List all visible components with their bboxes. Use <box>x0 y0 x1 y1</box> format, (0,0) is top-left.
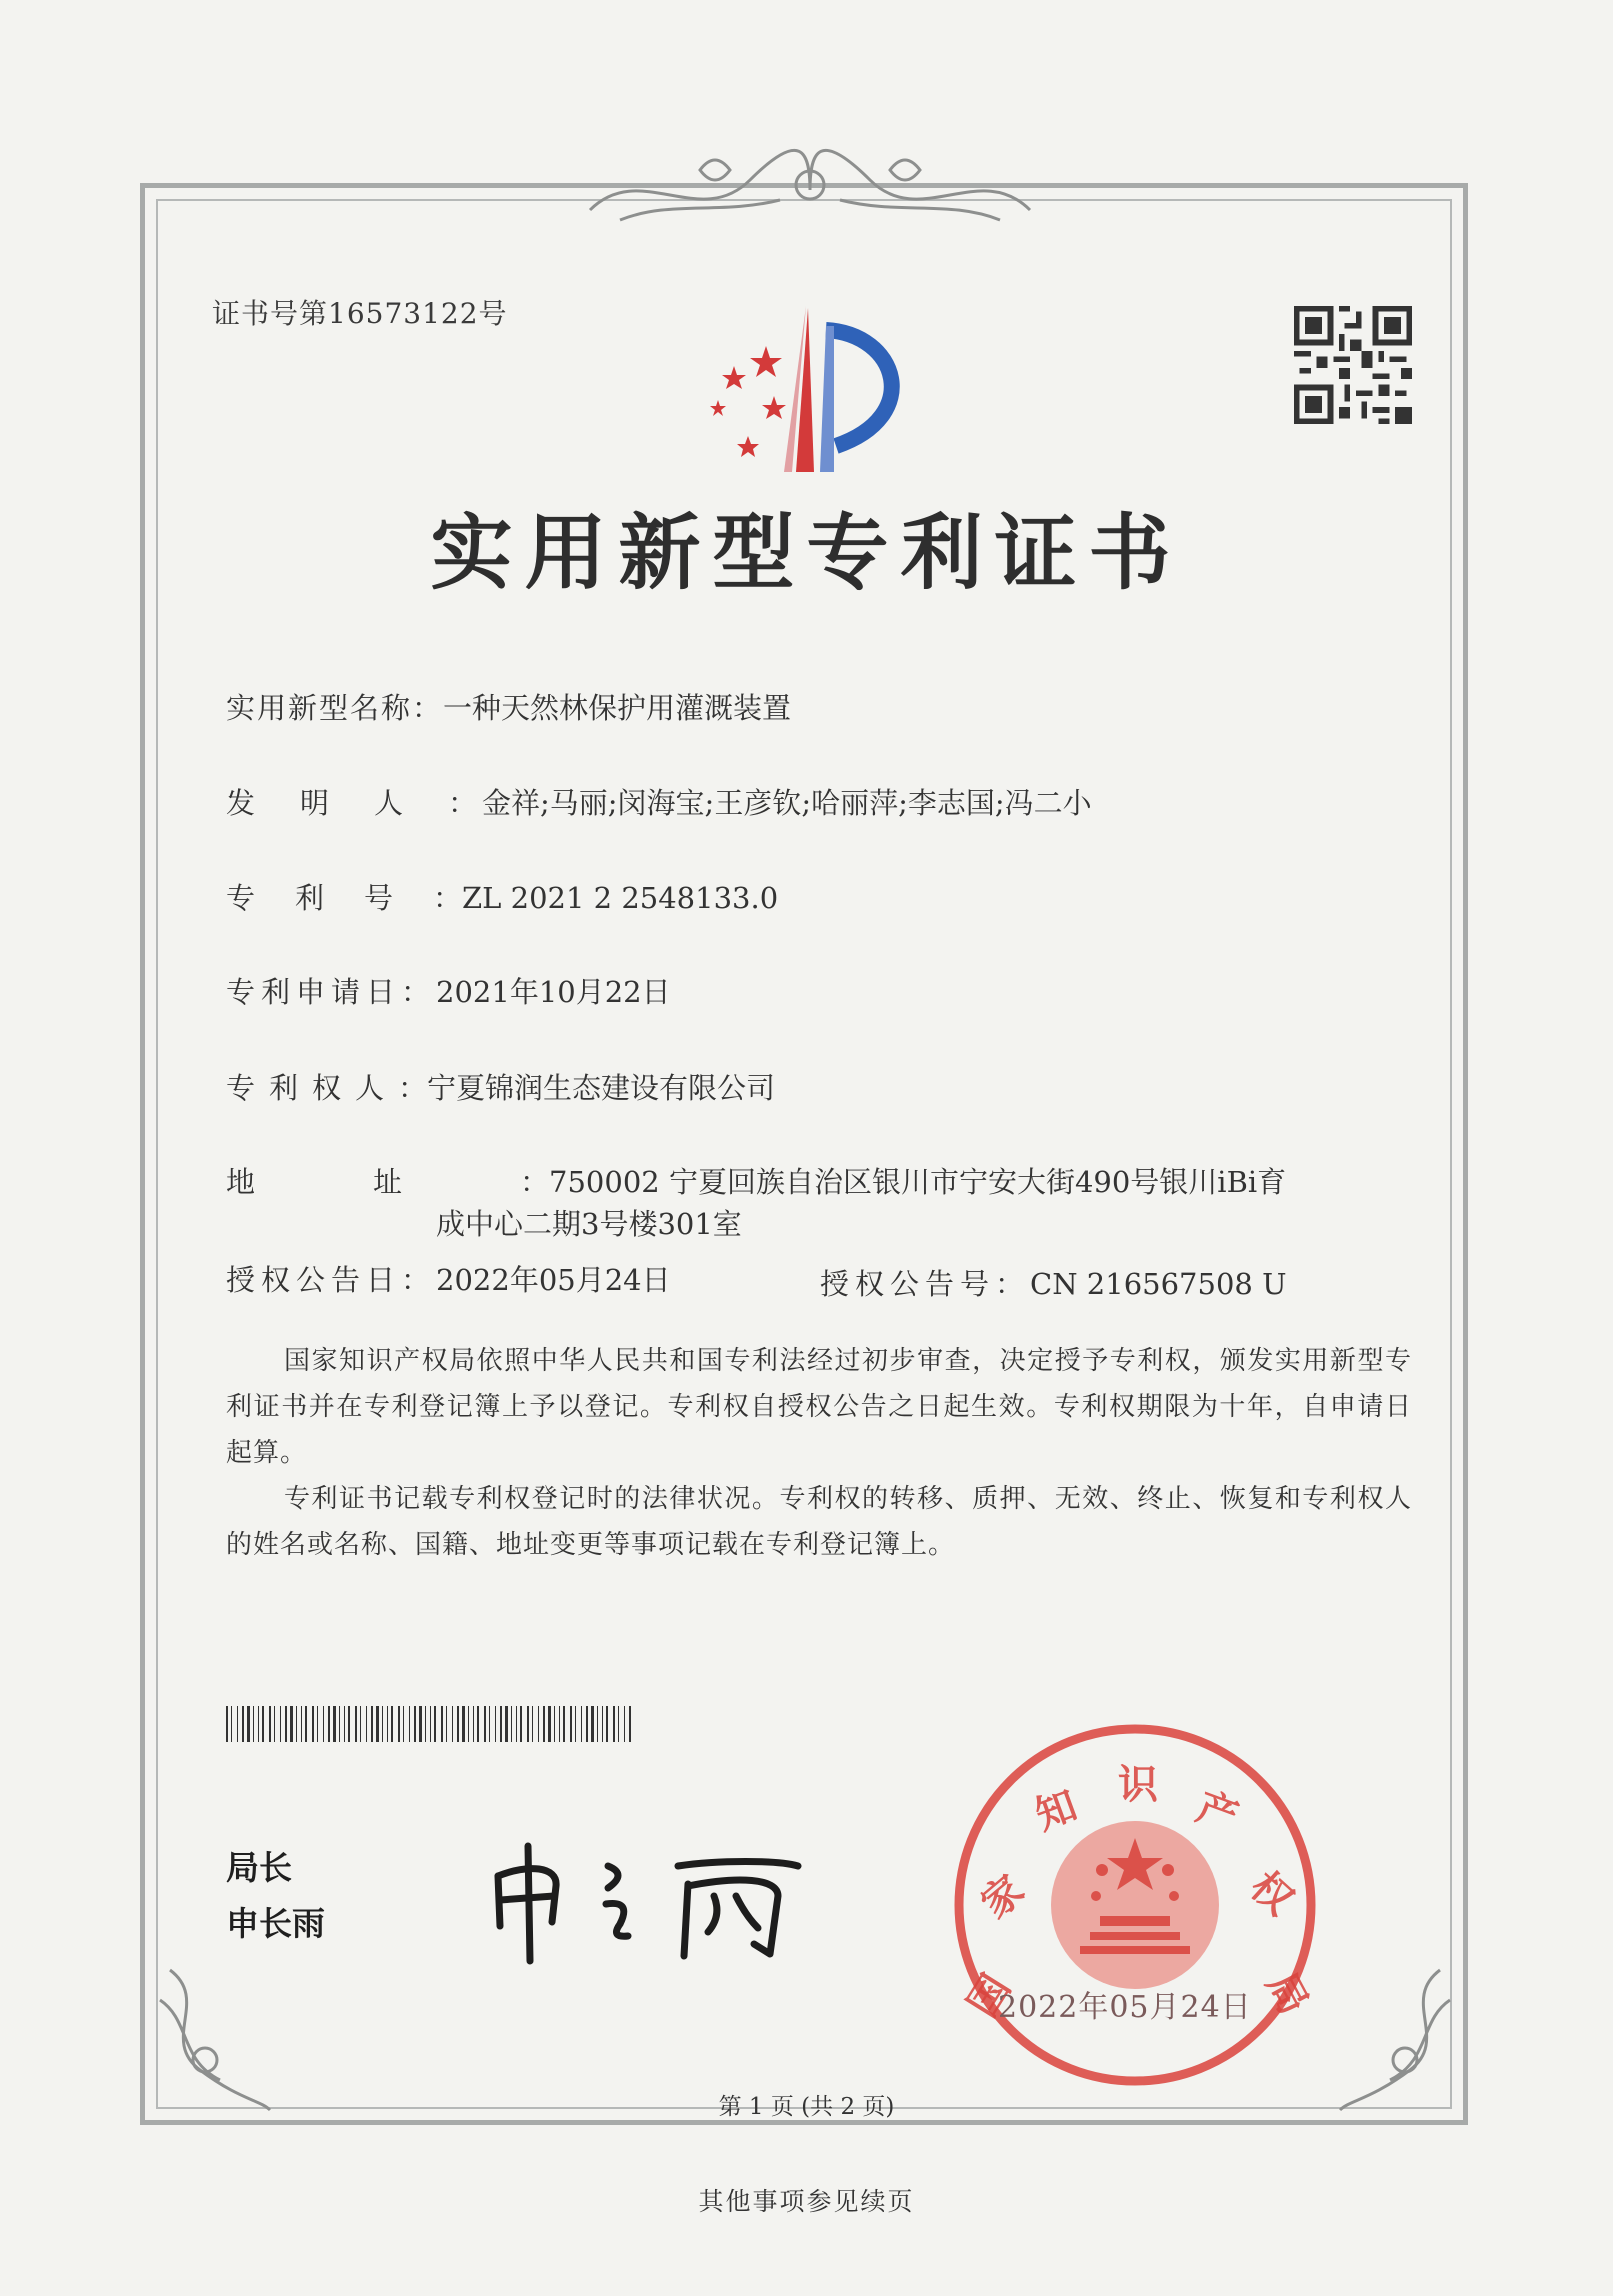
field-grant-date <box>226 1258 671 1302</box>
director-block <box>226 1840 325 1952</box>
top-ornament-icon <box>580 140 1040 235</box>
barcode-icon <box>226 1706 636 1742</box>
field-label: 地址： <box>226 1165 668 1199</box>
field-label: 授权公告号： <box>820 1267 1031 1301</box>
field-value: 金祥;马丽;闵海宝;王彦钦;哈丽萍;李志国;冯二小 <box>482 786 1092 820</box>
field-value: CN 216567508 U <box>1030 1267 1287 1301</box>
field-value: ZL 2021 2 2548133.0 <box>462 881 779 915</box>
field-label: 专利号： <box>226 881 503 915</box>
director-title: 局长 <box>226 1848 292 1887</box>
field-label: 专利申请日： <box>226 975 437 1009</box>
field-label: 授权公告日： <box>226 1263 437 1297</box>
field-filing-date <box>226 970 671 1014</box>
svg-text:权: 权 <box>1241 1863 1302 1925</box>
director-name: 申长雨 <box>226 1904 325 1943</box>
field-value: 750002 宁夏回族自治区银川市宁安大街490号银川iBi育 <box>549 1165 1287 1199</box>
field-inventors <box>226 781 1092 825</box>
field-address <box>226 1160 1286 1204</box>
certificate-title: 实用新型专利证书 <box>430 506 1183 601</box>
field-value: 宁夏锦润生态建设有限公司 <box>427 1071 776 1105</box>
address-line-2: 成中心二期3号楼301室 <box>436 1207 742 1241</box>
page-number: 第 1 页 (共 2 页) <box>718 2094 895 2120</box>
director-signature-icon <box>478 1826 818 1966</box>
field-utility-model-name <box>226 686 791 730</box>
seal-date: 2022年05月24日 <box>998 1990 1252 2025</box>
paragraph-grant-statement: 国家知识产权局依照中华人民共和国专利法经过初步审查，决定授予专利权，颁发实用新型专利证书并在专利登记簿上予以登记。专利权自授权公告之日起生效。专利权期限为十年，自申请日起算。 <box>226 1346 1412 1468</box>
paragraph-legal-status: 专利证书记载专利权登记时的法律状况。专利权的转移、质押、无效、终止、恢复和专利权人的姓名或名称、国籍、地址变更等事项记载在专利登记簿上。 <box>226 1484 1412 1560</box>
field-label: 实用新型名称： <box>226 691 444 725</box>
svg-text:知: 知 <box>1029 1782 1084 1840</box>
certificate-number: 证书号第16573122号 <box>212 297 508 330</box>
svg-text:识: 识 <box>1118 1762 1158 1808</box>
svg-text:局: 局 <box>1257 1965 1317 2023</box>
svg-text:国: 国 <box>959 1967 1020 2026</box>
field-value: 2022年05月24日 <box>436 1263 671 1297</box>
field-label: 发明人： <box>226 786 523 820</box>
svg-text:产: 产 <box>1190 1784 1244 1842</box>
qr-code-icon[interactable] <box>1294 306 1412 424</box>
continuation-note: 其他事项参见续页 <box>698 2187 915 2216</box>
field-value: 一种天然林保护用灌溉装置 <box>443 691 792 725</box>
field-grant-number <box>820 1262 1287 1303</box>
official-seal-icon <box>950 1720 1320 2090</box>
field-patentee <box>226 1066 775 1110</box>
cnipa-logo-icon <box>688 296 934 482</box>
svg-text:家: 家 <box>972 1866 1034 1928</box>
field-patent-number <box>226 876 778 920</box>
field-value: 2021年10月22日 <box>436 975 671 1009</box>
field-label: 专利权人： <box>226 1071 442 1105</box>
